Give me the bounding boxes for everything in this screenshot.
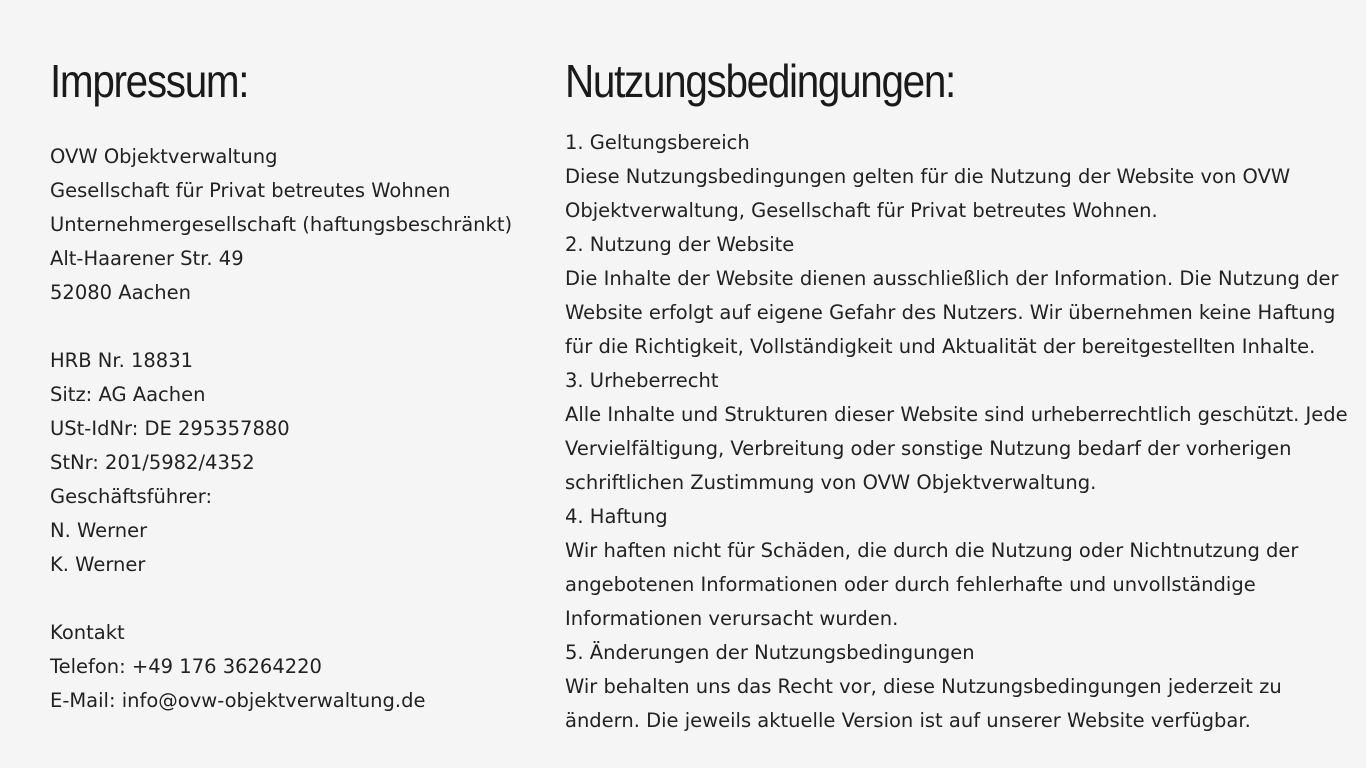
- terms-text-line: Diese Nutzungsbedingungen gelten für die Nutzung der Website von OVW: [565, 165, 1291, 188]
- terms-text-line: Vervielfältigung, Verbreitung oder sonstige Nutzung bedarf der vorherigen: [565, 437, 1292, 460]
- address-line: OVW Objektverwaltung: [50, 145, 278, 168]
- contact-heading: Kontakt: [50, 621, 125, 644]
- register-line: USt-IdNr: DE 295357880: [50, 417, 290, 440]
- spacer: [50, 310, 512, 344]
- terms-text-line: Wir behalten uns das Recht vor, diese Nutzungsbedingungen jederzeit zu: [565, 675, 1282, 698]
- address-line: Alt-Haarener Str. 49: [50, 247, 244, 270]
- terms-section-heading: 5. Änderungen der Nutzungsbedingungen: [565, 641, 975, 664]
- terms-section-heading: 3. Urheberrecht: [565, 369, 719, 392]
- register-line: StNr: 201/5982/4352: [50, 451, 255, 474]
- address-line: 52080 Aachen: [50, 281, 191, 304]
- terms-text-line: Website erfolgt auf eigene Gefahr des Nutzers. Wir übernehmen keine Haftung: [565, 301, 1336, 324]
- register-line: Geschäftsführer:: [50, 485, 213, 508]
- register-line: N. Werner: [50, 519, 148, 542]
- terms-text-line: angebotenen Informationen oder durch fehlerhafte und unvollständige: [565, 573, 1256, 596]
- terms-text-line: Wir haften nicht für Schäden, die durch die Nutzung oder Nichtnutzung der: [565, 539, 1299, 562]
- impressum-title: Impressum:: [50, 55, 249, 107]
- terms-text-line: Die Inhalte der Website dienen ausschließlich der Information. Die Nutzung der: [565, 267, 1339, 290]
- register-line: HRB Nr. 18831: [50, 349, 194, 372]
- terms-text-line: ändern. Die jeweils aktuelle Version ist auf unserer Website verfügbar.: [565, 709, 1251, 732]
- terms-text-line: schriftlichen Zustimmung von OVW Objektverwaltung.: [565, 471, 1097, 494]
- terms-title: Nutzungsbedingungen:: [565, 55, 955, 107]
- terms-section-heading: 4. Haftung: [565, 505, 668, 528]
- terms-lines: [565, 126, 1348, 738]
- register-line: Sitz: AG Aachen: [50, 383, 206, 406]
- contact-email: E-Mail: info@ovw-objektverwaltung.de: [50, 689, 426, 712]
- terms-section-heading: 1. Geltungsbereich: [565, 131, 750, 154]
- register-line: K. Werner: [50, 553, 146, 576]
- impressum-lines: [50, 140, 512, 718]
- address-line: Gesellschaft für Privat betreutes Wohnen: [50, 179, 451, 202]
- terms-text-line: Informationen verursacht wurden.: [565, 607, 899, 630]
- terms-section-heading: 2. Nutzung der Website: [565, 233, 795, 256]
- terms-text-line: Alle Inhalte und Strukturen dieser Website sind urheberrechtlich geschützt. Jede: [565, 403, 1348, 426]
- spacer: [50, 582, 512, 616]
- address-line: Unternehmergesellschaft (haftungsbeschränkt): [50, 213, 513, 236]
- contact-phone: Telefon: +49 176 36264220: [50, 655, 322, 678]
- terms-text-line: für die Richtigkeit, Vollständigkeit und Aktualität der bereitgestellten Inhalte.: [565, 335, 1316, 358]
- terms-text-line: Objektverwaltung, Gesellschaft für Privat betreutes Wohnen.: [565, 199, 1158, 222]
